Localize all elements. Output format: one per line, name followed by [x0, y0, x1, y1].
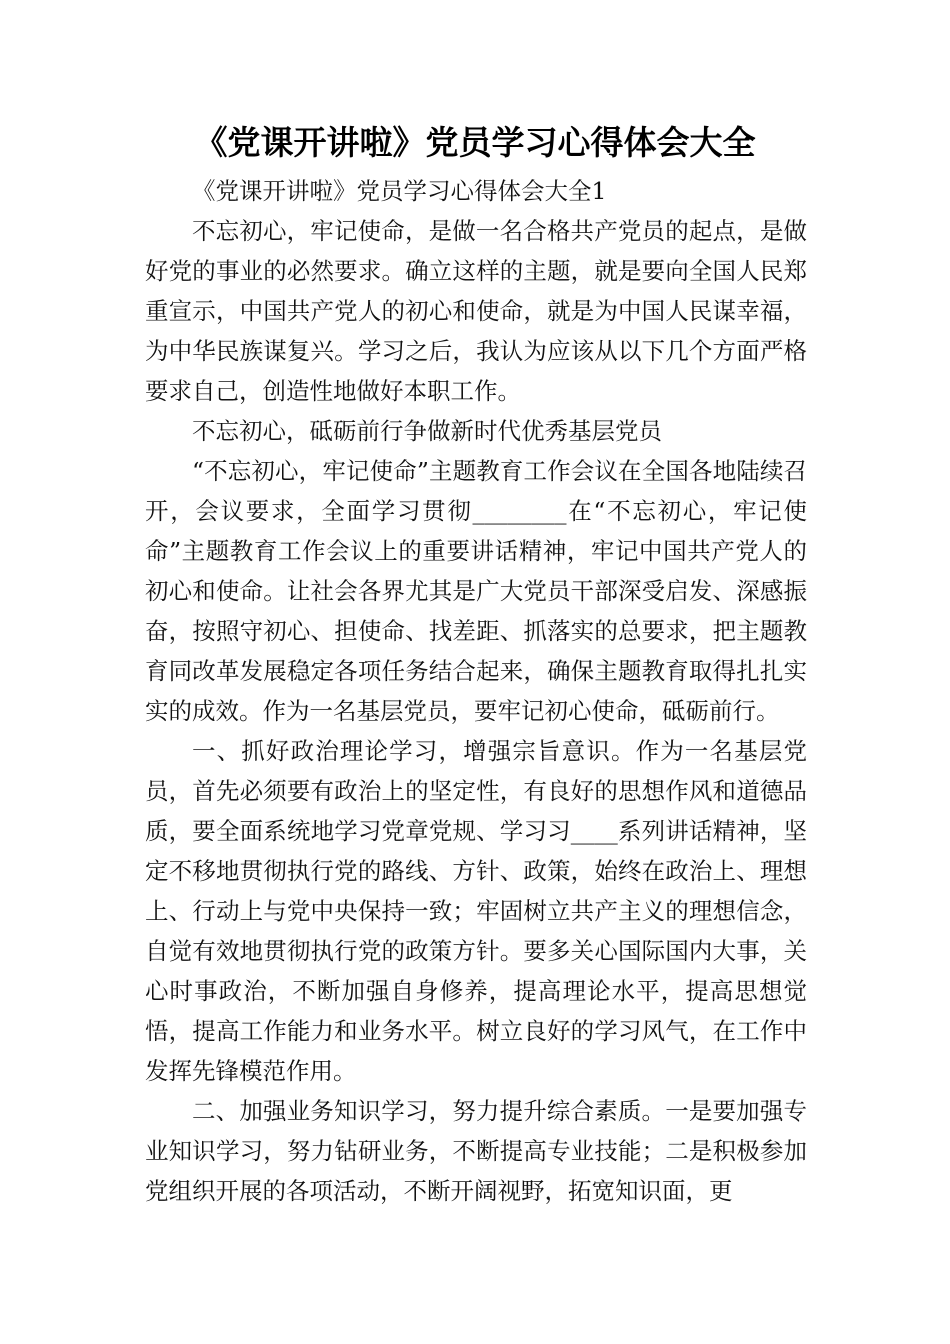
document-body	[145, 171, 807, 1211]
paragraph-intro: 不忘初心，牢记使命，是做一名合格共产党员的起点，是做好党的事业的必然要求。确立这样的主题，就是要向全国人民郑重宣示，中国共产党人的初心和使命，就是为中国人民谋幸福，为中华民族谋复兴。学习之后，我认为应该从以下几个方面严格要求自己，创造性地做好本职工作。	[145, 217, 807, 405]
document-title: 《党课开讲啦》党员学习心得体会大全	[194, 123, 756, 162]
paragraph-point-one: 一、抓好政治理论学习，增强宗旨意识。作为一名基层党员，首先必须要有政治上的坚定性，有良好的思想作风和道德品质，要全面系统地学习党章党规、学习习____系列讲话精神，坚定不移地贯彻执行党的路线、方针、政策，始终在政治上、理想上、行动上与党中央保持一致；牢固树立共产主义的理想信念，自觉有效地贯彻执行党的政策方针。要多关心国际国内大事，关心时事政治，不断加强自身修养，提高理论水平，提高思想觉悟，提高工作能力和业务水平。树立良好的学习风气，在工作中发挥先锋模范作用。	[145, 737, 807, 1085]
paragraph-meeting: “不忘初心，牢记使命”主题教育工作会议在全国各地陆续召开，会议要求，全面学习贯彻________在“不忘初心，牢记使命”主题教育工作会议上的重要讲话精神，牢记中国共产党人的初心和使命。让社会各界尤其是广大党员干部深受启发、深感振奋，按照守初心、担使命、找差距、抓落实的总要求，把主题教育同改革发展稳定各项任务结合起来，确保主题教育取得扎扎实实的成效。作为一名基层党员，要牢记初心使命，砥砺前行。	[145, 457, 807, 725]
paragraph-heading: 不忘初心，砥砺前行争做新时代优秀基层党员	[192, 417, 662, 445]
paragraph-subtitle: 《党课开讲啦》党员学习心得体会大全1	[192, 177, 607, 205]
paragraph-point-two: 二、加强业务知识学习，努力提升综合素质。一是要加强专业知识学习，努力钻研业务，不断提高专业技能；二是积极参加党组织开展的各项活动，不断开阔视野，拓宽知识面，更	[145, 1097, 807, 1205]
